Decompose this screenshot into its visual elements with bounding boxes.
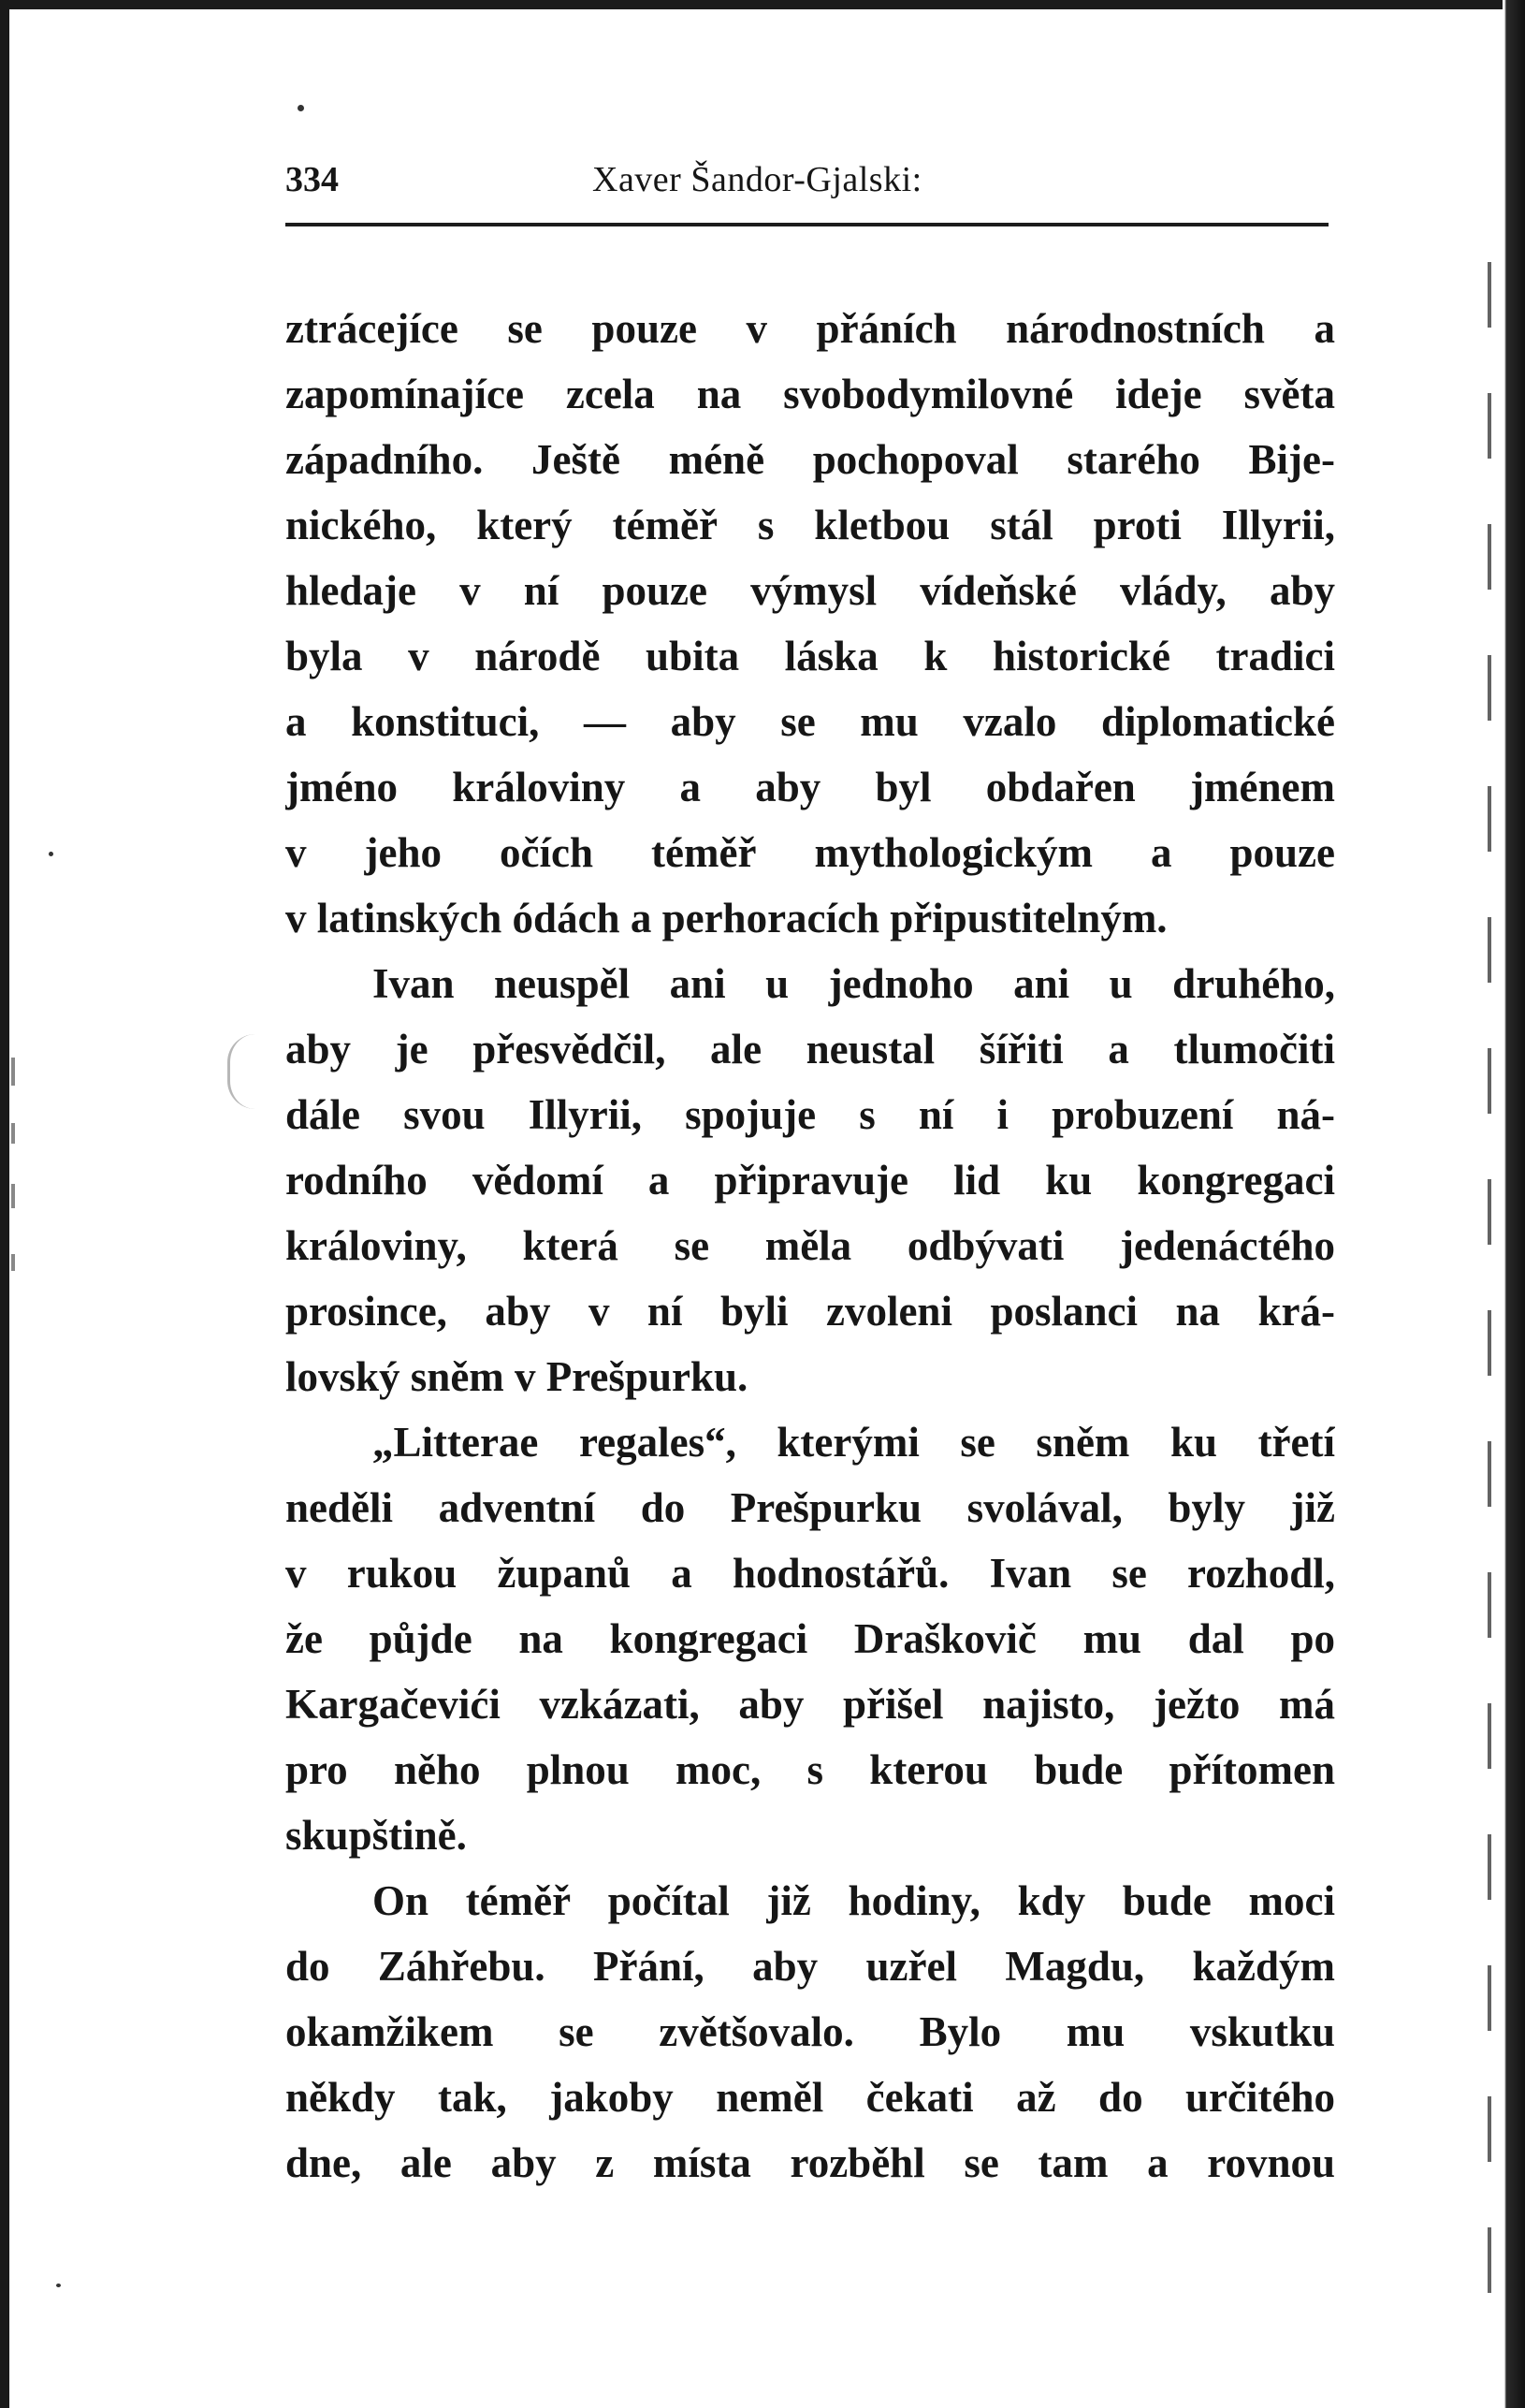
text-line: dne, ale aby z místa rozběhl se tam a rovnou xyxy=(285,2139,1335,2186)
text-line: byla v národě ubita láska k historické tradici xyxy=(285,633,1335,679)
text-line: skupštině. xyxy=(285,1812,467,1859)
text-line: dále svou Illyrii, spojuje s ní i probuzení ná- xyxy=(285,1091,1335,1138)
margin-mark xyxy=(11,1058,15,1086)
text-line: rodního vědomí a připravuje lid ku kongregaci xyxy=(285,1157,1335,1204)
margin-mark xyxy=(11,1184,15,1208)
text-line: zapomínajíce zcela na svobodymilovné ideje světa xyxy=(285,371,1335,417)
text-line: On téměř počítal již hodiny, kdy bude moci xyxy=(372,1877,1335,1924)
text-line: ztrácejíce se pouze v přáních národnostních a xyxy=(285,305,1335,352)
text-line: aby je přesvědčil, ale neustal šířiti a tlumočiti xyxy=(285,1026,1335,1073)
text-line: královiny, která se měla odbývati jedenáctého xyxy=(285,1222,1335,1269)
text-line: neděli adventní do Prešpurku svolával, byly již xyxy=(285,1484,1335,1531)
text-line: a konstituci, — aby se mu vzalo diplomatické xyxy=(285,698,1335,745)
page-number: 334 xyxy=(285,160,339,199)
text-line: Ivan neuspěl ani u jednoho ani u druhého, xyxy=(372,960,1335,1007)
text-line: západního. Ještě méně pochopoval starého Bije- xyxy=(285,436,1335,483)
text-line: jméno královiny a aby byl obdařen jménem xyxy=(285,764,1335,810)
text-line: do Záhřebu. Přání, aby uzřel Magdu, každým xyxy=(285,1943,1335,1990)
text-line: lovský sněm v Prešpurku. xyxy=(285,1353,748,1400)
body-text xyxy=(285,296,1335,2196)
text-line: hledaje v ní pouze výmysl vídeňské vlády, aby xyxy=(285,567,1335,614)
text-line: prosince, aby v ní byli zvoleni poslanci na krá- xyxy=(285,1288,1335,1335)
text-line: nického, který téměř s kletbou stál proti Illyrii, xyxy=(285,502,1335,548)
text-line: v jeho očích téměř mythologickým a pouze xyxy=(285,829,1335,876)
page-edge-marks xyxy=(1488,262,1491,2321)
header-rule xyxy=(285,223,1329,226)
running-title: Xaver Šandor-Gjalski: xyxy=(592,160,922,199)
text-line: „Litterae regales“, kterými se sněm ku třetí xyxy=(372,1419,1335,1466)
margin-mark xyxy=(11,1123,15,1144)
text-line: v latinských ódách a perhoracích připustitelným. xyxy=(285,895,1168,941)
page-header xyxy=(285,159,1329,215)
text-line: okamžikem se zvětšovalo. Bylo mu vskutku xyxy=(285,2008,1335,2055)
text-line: v rukou županů a hodnostářů. Ivan se rozhodl, xyxy=(285,1550,1335,1597)
paper-speck xyxy=(49,852,53,856)
margin-mark xyxy=(11,1254,15,1271)
paper-speck xyxy=(56,2284,61,2287)
book-spine-edge xyxy=(1503,0,1525,2408)
text-line: že půjde na kongregaci Draškovič mu dal po xyxy=(285,1615,1335,1662)
paper-speck xyxy=(298,105,304,111)
text-line: Kargačevići vzkázati, aby přišel najisto, ježto má xyxy=(285,1681,1335,1728)
text-line: pro něho plnou moc, s kterou bude přítomen xyxy=(285,1746,1335,1793)
text-line: někdy tak, jakoby neměl čekati až do určitého xyxy=(285,2074,1335,2121)
